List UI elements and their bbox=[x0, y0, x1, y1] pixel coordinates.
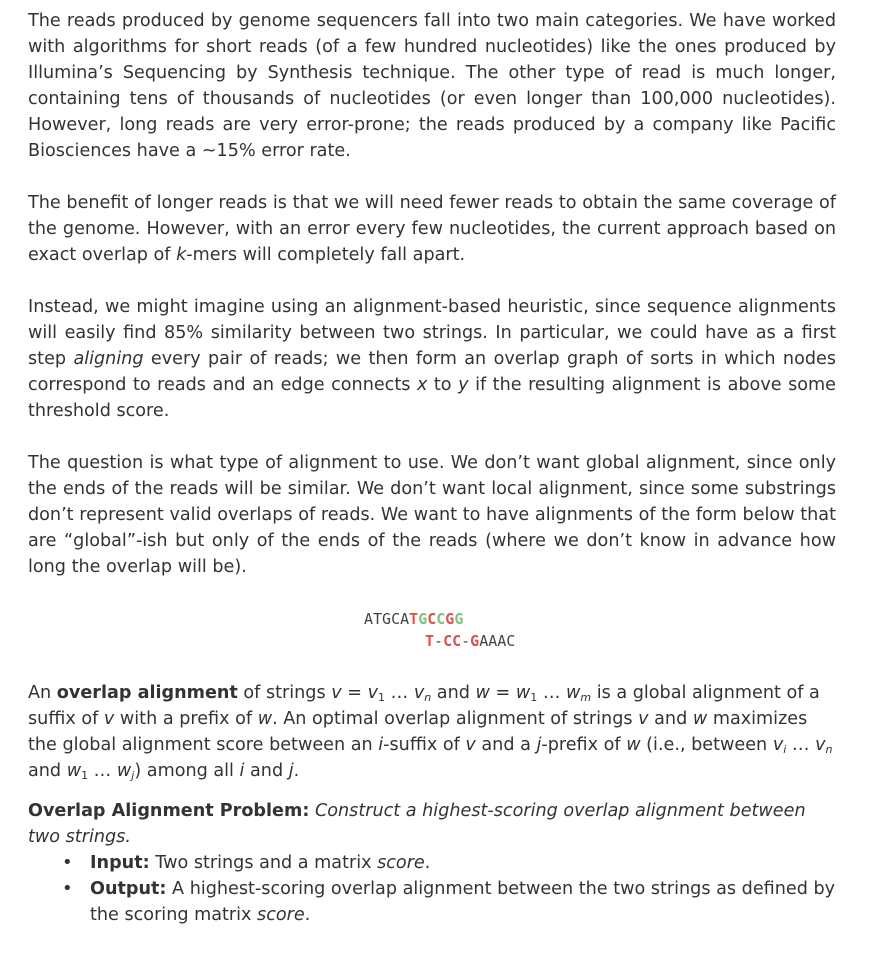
text-span: … bbox=[88, 761, 117, 781]
var-j: j bbox=[536, 735, 542, 755]
text-span: with a prefix of bbox=[114, 709, 258, 729]
subscript: 1 bbox=[81, 769, 89, 782]
paragraph-long-read-benefit bbox=[28, 190, 836, 268]
text-span: . bbox=[293, 761, 300, 781]
bullet-text: Two strings and a matrix bbox=[149, 853, 378, 873]
text-span: = bbox=[341, 683, 368, 703]
text-span: if the resulting alignment is above some threshold score. bbox=[28, 375, 836, 421]
text-span: and a bbox=[475, 735, 537, 755]
var-w: w bbox=[626, 735, 641, 755]
emphasis-aligning: aligning bbox=[73, 349, 144, 369]
problem-description: Construct a highest-scoring overlap alignment between two strings. bbox=[28, 801, 806, 847]
var-w: w bbox=[692, 709, 708, 729]
var-v: v bbox=[367, 683, 379, 703]
text-span: is a global alignment of a suffix of bbox=[28, 683, 820, 729]
alignment-segment: AAAC bbox=[479, 632, 516, 650]
var-i: i bbox=[378, 735, 384, 755]
alignment-match: CC bbox=[443, 632, 462, 650]
problem-statement bbox=[28, 798, 836, 928]
bullet-label: Input: bbox=[90, 853, 150, 873]
var-v: v bbox=[815, 735, 826, 755]
subscript: j bbox=[131, 769, 135, 782]
text-span: of strings bbox=[237, 683, 332, 703]
bullet-label: Output: bbox=[90, 879, 167, 899]
bullet-text: A highest-scoring overlap alignment between the two strings as defined by the scoring matrix bbox=[90, 879, 836, 925]
subscript: 1 bbox=[530, 691, 538, 704]
alignment-top-sequence bbox=[364, 608, 463, 630]
subscript: m bbox=[580, 691, 592, 704]
text-span: … bbox=[786, 735, 816, 755]
alignment-mismatch: G bbox=[454, 610, 464, 628]
var-v: v bbox=[638, 709, 649, 729]
bullet-end: . bbox=[304, 905, 311, 925]
var-v: v bbox=[413, 683, 425, 703]
text-span: and bbox=[28, 761, 67, 781]
text-span: . An optimal overlap alignment of strings bbox=[272, 709, 639, 729]
alignment-match: G bbox=[445, 610, 455, 628]
bullet-end: . bbox=[424, 853, 431, 873]
text-span: Instead, we might imagine using an alignment-based heuristic, since sequence alignments will easily find 85% similarity between two strings. In particular, we could have as a first step bbox=[28, 297, 836, 369]
alignment-bottom-sequence bbox=[425, 630, 515, 652]
term-overlap-alignment: overlap alignment bbox=[56, 683, 238, 703]
bullet-emphasis: score bbox=[257, 905, 305, 925]
text-span: and bbox=[648, 709, 693, 729]
text-span: = bbox=[489, 683, 516, 703]
var-i: i bbox=[239, 761, 245, 781]
text-span: and bbox=[431, 683, 476, 703]
alignment-match: T bbox=[409, 610, 419, 628]
paragraph-read-types: The reads produced by genome sequencers fall into two main categories. We have worked with algorithms for short reads (of a few hundred nucleotides) like the ones produced by Illumina’s Sequencing by Synthesis technique. The other type of read is much longer, containing tens of thousands of nucleotides (or even longer than 100,000 nucleotides). However, long reads are very error-prone; the reads produced by a company like Pacific Biosciences have a ~15% error rate. bbox=[28, 11, 836, 161]
var-w: w bbox=[566, 683, 581, 703]
problem-heading bbox=[28, 798, 836, 850]
emphasis-y: y bbox=[458, 375, 469, 395]
alignment-mismatch: C bbox=[436, 610, 446, 628]
text-span: … bbox=[385, 683, 414, 703]
var-v: v bbox=[331, 683, 342, 703]
paragraph-alignment-heuristic bbox=[28, 294, 836, 424]
text-span: -mers will completely fall apart. bbox=[186, 245, 466, 265]
text-span: -suffix of bbox=[383, 735, 466, 755]
text-span: to bbox=[427, 375, 459, 395]
alignment-mismatch: G bbox=[418, 610, 428, 628]
var-w: w bbox=[515, 683, 531, 703]
paragraph-alignment-type: The question is what type of alignment to use. We don’t want global alignment, since only the ends of the reads will be similar. We don’t want local alignment, since some substrings don’t represent valid overlaps of reads. We want to have alignments of the form below that are “global”-ish but only of the ends of the reads (where we don’t know in advance how long the overlap will be). bbox=[28, 453, 836, 577]
alignment-gap: - bbox=[461, 632, 471, 650]
problem-bullets bbox=[28, 850, 836, 928]
text-span: maximizes the global alignment score between an bbox=[28, 709, 808, 755]
bullet-emphasis: score bbox=[377, 853, 425, 873]
bullet-output bbox=[62, 876, 836, 928]
bullet-input bbox=[62, 850, 836, 876]
var-v: v bbox=[465, 735, 476, 755]
text-span: (i.e., between bbox=[640, 735, 773, 755]
var-v: v bbox=[772, 735, 784, 755]
var-w: w bbox=[116, 761, 132, 781]
overlap-alignment-example bbox=[28, 608, 836, 652]
emphasis-k: k bbox=[176, 245, 187, 265]
alignment-segment: ATGCA bbox=[364, 610, 410, 628]
alignment-match: C bbox=[427, 610, 437, 628]
subscript: i bbox=[783, 743, 787, 756]
var-w: w bbox=[475, 683, 490, 703]
var-w: w bbox=[257, 709, 273, 729]
text-span: and bbox=[244, 761, 289, 781]
var-j: j bbox=[288, 761, 294, 781]
problem-title: Overlap Alignment Problem: bbox=[28, 801, 310, 821]
subscript: 1 bbox=[378, 691, 386, 704]
text-span: An bbox=[28, 683, 57, 703]
subscript: n bbox=[424, 691, 432, 704]
paragraph-overlap-definition bbox=[28, 680, 836, 784]
text-span: -prefix of bbox=[541, 735, 627, 755]
text-span: ) among all bbox=[134, 761, 240, 781]
subscript: n bbox=[825, 743, 833, 756]
text-span: The benefit of longer reads is that we will need fewer reads to obtain the same coverage of the genome. However, with an error every few nucleotides, the current approach based on exact overlap of bbox=[28, 193, 836, 265]
var-v: v bbox=[103, 709, 115, 729]
alignment-gap: - bbox=[434, 632, 444, 650]
alignment-match: G bbox=[470, 632, 480, 650]
emphasis-x: x bbox=[416, 375, 428, 395]
alignment-match: T bbox=[425, 632, 435, 650]
text-span: every pair of reads; we then form an overlap graph of sorts in which nodes correspond to reads and an edge connects bbox=[28, 349, 836, 395]
text-span: … bbox=[537, 683, 567, 703]
var-w: w bbox=[66, 761, 82, 781]
